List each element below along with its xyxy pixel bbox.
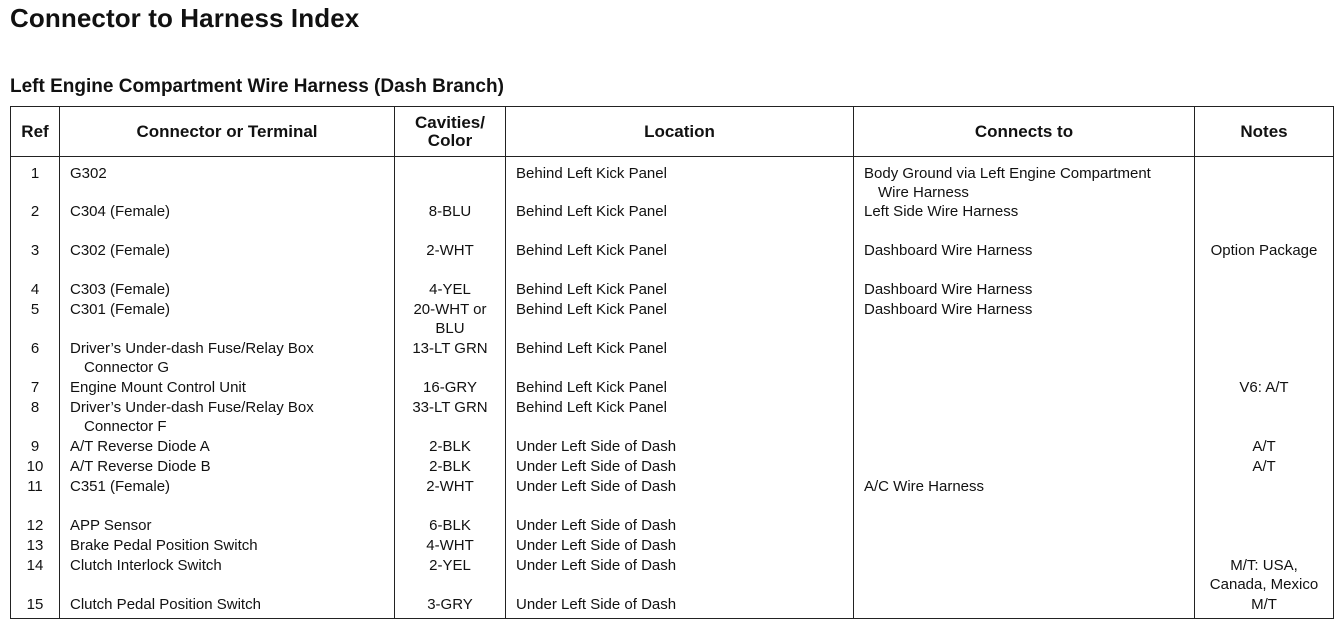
cell-connects-to <box>854 477 1195 516</box>
column-header-cavities <box>395 107 506 157</box>
cell-ref <box>11 398 60 437</box>
cell-connector <box>60 477 395 516</box>
cell-ref <box>11 457 60 477</box>
cell-connector <box>60 457 395 477</box>
cavities-text: 4-YEL <box>429 281 471 298</box>
cell-connector <box>60 241 395 280</box>
cell-ref <box>11 595 60 619</box>
cell-cavities <box>395 516 506 536</box>
cell-location <box>506 202 854 241</box>
cavities-text: 16-GRY <box>423 379 477 396</box>
cell-location <box>506 339 854 378</box>
connects-to-text: Left Side Wire Harness <box>864 203 1019 220</box>
notes-text: A/T <box>1252 458 1276 475</box>
cell-connects-to <box>854 398 1195 437</box>
cell-location <box>506 536 854 556</box>
cell-notes <box>1195 202 1334 241</box>
location-text: Under Left Side of Dash <box>516 596 677 613</box>
notes-text: M/T: USA, <box>1230 557 1298 574</box>
connector-text: Clutch Pedal Position Switch <box>70 596 261 613</box>
cell-connector <box>60 300 395 339</box>
cell-connector <box>60 437 395 457</box>
column-header-cavities-line1: Cavities/ <box>415 112 485 132</box>
location-text: Behind Left Kick Panel <box>516 340 667 357</box>
location-text: Under Left Side of Dash <box>516 557 677 574</box>
ref-text: 12 <box>26 517 44 534</box>
cavities-text: 33-LT GRN <box>412 399 488 416</box>
ref-text: 2 <box>30 203 40 220</box>
column-header-cavities-line2: Color <box>427 130 473 150</box>
location-text: Behind Left Kick Panel <box>516 379 667 396</box>
notes-text: M/T <box>1251 596 1277 613</box>
cell-connects-to <box>854 457 1195 477</box>
cell-ref <box>11 339 60 378</box>
cell-location <box>506 157 854 203</box>
cell-connects-to <box>854 378 1195 398</box>
ref-text: 11 <box>27 478 43 495</box>
ref-text: 15 <box>26 596 44 613</box>
cell-notes <box>1195 516 1334 536</box>
cell-connector <box>60 378 395 398</box>
cell-cavities <box>395 477 506 516</box>
cavities-text: 2-BLK <box>429 458 471 475</box>
cell-location <box>506 241 854 280</box>
location-text: Under Left Side of Dash <box>516 458 677 475</box>
table-row <box>11 300 1334 339</box>
cavities-text: 2-BLK <box>429 438 471 455</box>
table-row <box>11 157 1334 203</box>
cell-notes <box>1195 398 1334 437</box>
connector-text-cont: Connector F <box>84 418 167 435</box>
connects-to-text: Dashboard Wire Harness <box>864 242 1033 259</box>
table-row <box>11 241 1334 280</box>
cell-connects-to <box>854 241 1195 280</box>
table-body <box>11 157 1334 619</box>
table-row <box>11 595 1334 619</box>
table-row <box>11 202 1334 241</box>
cell-connects-to <box>854 157 1195 203</box>
cell-notes <box>1195 300 1334 339</box>
cavities-text: 2-WHT <box>426 242 474 259</box>
location-text: Under Left Side of Dash <box>516 537 677 554</box>
cell-location <box>506 595 854 619</box>
connector-text: Engine Mount Control Unit <box>70 379 246 396</box>
column-header-connector: Connector or Terminal <box>60 107 395 157</box>
cell-connector <box>60 516 395 536</box>
location-text: Behind Left Kick Panel <box>516 281 667 298</box>
location-text: Under Left Side of Dash <box>516 517 677 534</box>
cell-connects-to <box>854 280 1195 300</box>
connector-text: A/T Reverse Diode B <box>70 458 211 475</box>
column-header-notes: Notes <box>1195 107 1334 157</box>
page-title: Connector to Harness Index <box>10 3 360 33</box>
connects-to-text: Body Ground via Left Engine Compartment <box>864 165 1151 182</box>
notes-text: V6: A/T <box>1239 379 1289 396</box>
cell-ref <box>11 378 60 398</box>
cell-ref <box>11 437 60 457</box>
ref-text: 9 <box>30 438 40 455</box>
cell-connects-to <box>854 202 1195 241</box>
location-text: Behind Left Kick Panel <box>516 165 667 182</box>
connector-text: Driver’s Under-dash Fuse/Relay Box <box>70 399 314 416</box>
table-row <box>11 437 1334 457</box>
connector-text: APP Sensor <box>70 517 152 534</box>
cell-location <box>506 477 854 516</box>
column-header-connects-to: Connects to <box>854 107 1195 157</box>
cavities-text: 2-YEL <box>429 557 471 574</box>
cell-cavities <box>395 378 506 398</box>
cell-connects-to <box>854 556 1195 595</box>
cavities-text: 6-BLK <box>429 517 471 534</box>
ref-text: 8 <box>30 399 40 416</box>
cell-connector <box>60 398 395 437</box>
location-text: Under Left Side of Dash <box>516 438 677 455</box>
connector-text: C303 (Female) <box>70 281 171 298</box>
location-text: Behind Left Kick Panel <box>516 242 667 259</box>
cell-ref <box>11 536 60 556</box>
location-text: Behind Left Kick Panel <box>516 203 667 220</box>
cell-ref <box>11 280 60 300</box>
connects-to-text-cont: Wire Harness <box>878 184 969 201</box>
cell-notes <box>1195 157 1334 203</box>
cell-connects-to <box>854 516 1195 536</box>
cell-cavities <box>395 202 506 241</box>
column-header-location: Location <box>506 107 854 157</box>
connector-text: C351 (Female) <box>70 478 171 495</box>
connector-text: Brake Pedal Position Switch <box>70 537 258 554</box>
ref-text: 13 <box>26 537 44 554</box>
table-row <box>11 378 1334 398</box>
cell-connector <box>60 280 395 300</box>
cell-connects-to <box>854 437 1195 457</box>
connector-text-cont: Connector G <box>84 359 170 376</box>
cell-notes <box>1195 556 1334 595</box>
cell-cavities <box>395 437 506 457</box>
cell-connector <box>60 339 395 378</box>
table-header-row <box>11 107 1334 157</box>
cell-connector <box>60 556 395 595</box>
cell-cavities <box>395 398 506 437</box>
cell-cavities <box>395 241 506 280</box>
location-text: Behind Left Kick Panel <box>516 399 667 416</box>
connector-text: G302 <box>70 165 107 182</box>
table-row <box>11 516 1334 536</box>
cell-ref <box>11 241 60 280</box>
cell-cavities <box>395 339 506 378</box>
cell-ref <box>11 157 60 203</box>
table-row <box>11 536 1334 556</box>
notes-text-cont: Canada, Mexico <box>1209 576 1319 593</box>
cell-notes <box>1195 457 1334 477</box>
cell-location <box>506 378 854 398</box>
connector-text: C301 (Female) <box>70 301 171 318</box>
cell-cavities <box>395 595 506 619</box>
cell-notes <box>1195 595 1334 619</box>
cell-cavities <box>395 280 506 300</box>
cavities-text: 3-GRY <box>427 596 473 613</box>
cell-connector <box>60 595 395 619</box>
ref-text: 6 <box>30 340 40 357</box>
cell-ref <box>11 556 60 595</box>
cell-notes <box>1195 378 1334 398</box>
cell-notes <box>1195 437 1334 457</box>
cell-notes <box>1195 477 1334 516</box>
cell-notes <box>1195 280 1334 300</box>
cell-ref <box>11 202 60 241</box>
connects-to-text: A/C Wire Harness <box>864 478 985 495</box>
notes-text: A/T <box>1252 438 1276 455</box>
cell-ref <box>11 477 60 516</box>
cell-connects-to <box>854 300 1195 339</box>
cell-location <box>506 457 854 477</box>
cavities-text: 8-BLU <box>428 203 472 220</box>
cavities-text: 4-WHT <box>426 537 474 554</box>
cell-notes <box>1195 241 1334 280</box>
ref-text: 5 <box>30 301 40 318</box>
cell-notes <box>1195 339 1334 378</box>
cell-connector <box>60 536 395 556</box>
cavities-text: 2-WHT <box>426 478 474 495</box>
ref-text: 3 <box>30 242 40 259</box>
cavities-text-cont: BLU <box>435 320 465 337</box>
connects-to-text: Dashboard Wire Harness <box>864 301 1033 318</box>
cell-notes <box>1195 536 1334 556</box>
cavities-text: 13-LT GRN <box>412 340 488 357</box>
location-text: Under Left Side of Dash <box>516 478 677 495</box>
column-header-ref: Ref <box>11 107 60 157</box>
cell-connector <box>60 202 395 241</box>
notes-text: Option Package <box>1210 242 1318 259</box>
cell-location <box>506 437 854 457</box>
cell-connector <box>60 157 395 203</box>
ref-text: 7 <box>30 379 40 396</box>
ref-text: 4 <box>30 281 40 298</box>
cell-cavities <box>395 556 506 595</box>
cell-location <box>506 398 854 437</box>
cell-location <box>506 556 854 595</box>
cell-location <box>506 516 854 536</box>
cell-ref <box>11 300 60 339</box>
cell-cavities <box>395 536 506 556</box>
cell-cavities <box>395 457 506 477</box>
connects-to-text: Dashboard Wire Harness <box>864 281 1033 298</box>
cell-connects-to <box>854 595 1195 619</box>
ref-text: 10 <box>26 458 44 475</box>
table-row <box>11 339 1334 378</box>
table-row <box>11 556 1334 595</box>
table-row <box>11 280 1334 300</box>
connector-text: C304 (Female) <box>70 203 171 220</box>
location-text: Behind Left Kick Panel <box>516 301 667 318</box>
ref-text: 14 <box>26 557 44 574</box>
connector-index-table <box>10 106 1334 619</box>
cell-cavities <box>395 157 506 203</box>
connector-text: C302 (Female) <box>70 242 171 259</box>
ref-text: 1 <box>30 165 40 182</box>
section-title: Left Engine Compartment Wire Harness (Dash Branch) <box>10 76 504 97</box>
cell-location <box>506 280 854 300</box>
connector-text: Clutch Interlock Switch <box>70 557 222 574</box>
table-row <box>11 477 1334 516</box>
cell-connects-to <box>854 536 1195 556</box>
cell-ref <box>11 516 60 536</box>
connector-text: Driver’s Under-dash Fuse/Relay Box <box>70 340 314 357</box>
table-row <box>11 457 1334 477</box>
connector-text: A/T Reverse Diode A <box>70 438 210 455</box>
cavities-text: 20-WHT or <box>413 301 487 318</box>
table-row <box>11 398 1334 437</box>
cell-location <box>506 300 854 339</box>
cell-connects-to <box>854 339 1195 378</box>
cell-cavities <box>395 300 506 339</box>
